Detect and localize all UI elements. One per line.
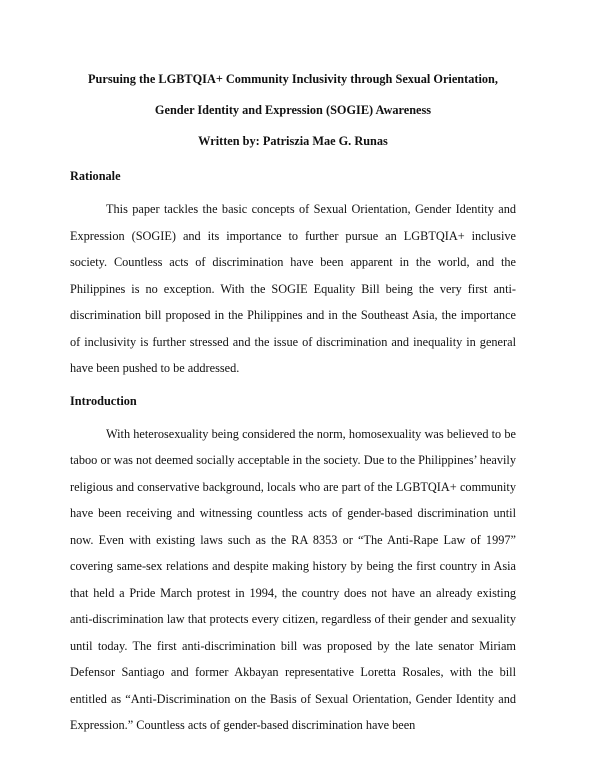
section-body-introduction: With heterosexuality being considered the norm, homosexuality was believed to be taboo or was not deemed socially acceptable in the society. Due to the Philippines’ heavily religious and conservative background, locals who are part of the LGBTQIA+ community have been receiving and witnessing countless acts of gender-based discrimination until now. Even with existing laws such as the RA 8353 or “The Anti-Rape Law of 1997” covering same-sex relations and despite making history by being the first country in Asia that held a Pride March protest in 1994, the country does not have an already existing anti-discrimination law that protects every citizen, regardless of their gender and sexuality until today. The first anti-discrimination bill was proposed by the late senator Miriam Defensor Santiago and former Akbayan representative Loretta Rosales, with the bill entitled as “Anti-Discrimination on the Basis of Sexual Orientation, Gender Identity and Expression.” Countless acts of gender-based discrimination have been [70,426,516,732]
section-heading-rationale: Rationale [70,169,121,183]
paper-author: Written by: Patriszia Mae G. Runas [198,134,388,148]
paper-title: Pursuing the LGBTQIA+ Community Inclusivity through Sexual Orientation, Gender Identity and Expression (SOGIE) Awareness [88,72,498,117]
section-body-rationale: This paper tackles the basic concepts of Sexual Orientation, Gender Identity and Expression (SOGIE) and its importance to further pursue an LGBTQIA+ inclusive society. Countless acts of discrimination have been apparent in the world, and the Philippines is no exception. With the SOGIE Equality Bill being the very first anti-discrimination bill proposed in the Philippines and in the Southeast Asia, the importance of inclusivity is further stressed and the issue of discrimination and inequality in general have been pushed to be addressed. [70,202,516,375]
section-heading-introduction: Introduction [70,393,137,408]
